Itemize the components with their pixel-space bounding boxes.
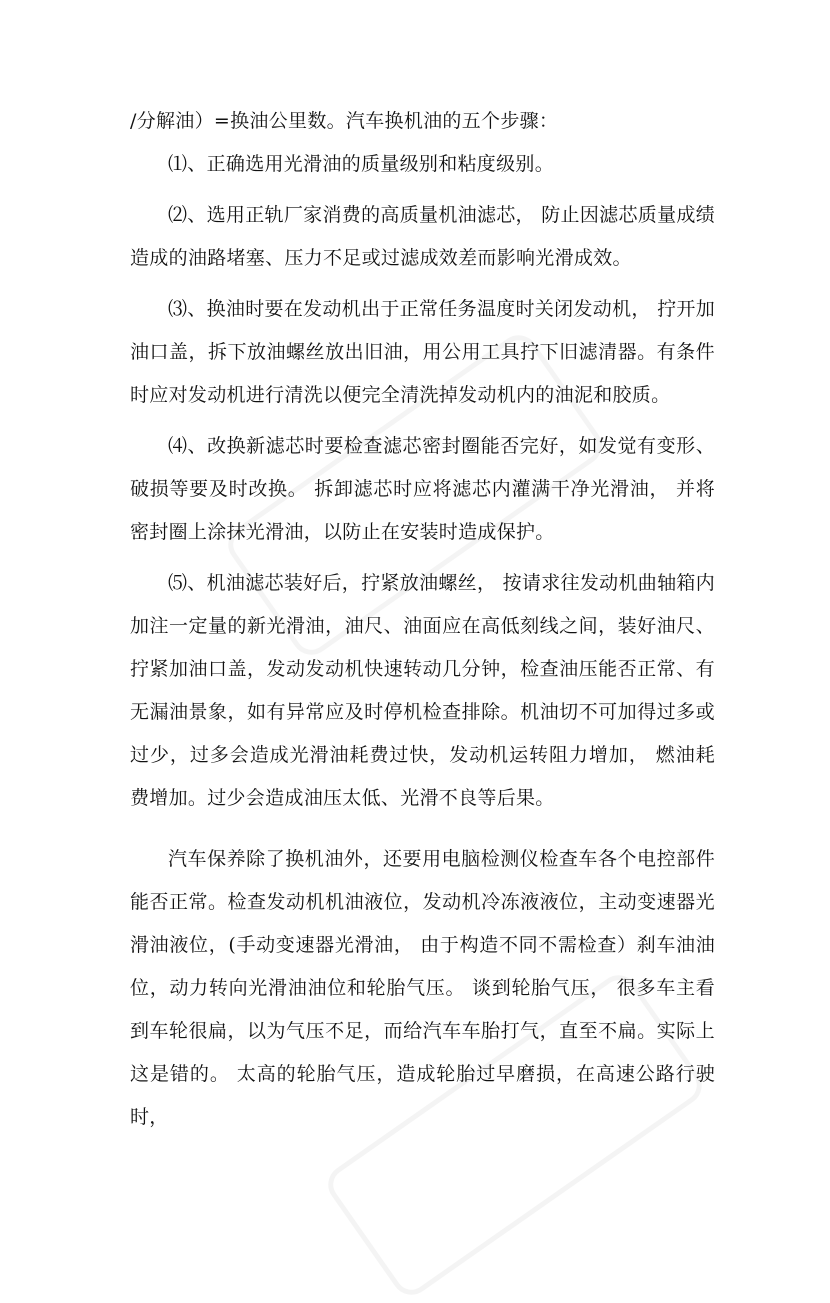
paragraph-step-5: ⑸、机油滤芯装好后，拧紧放油螺丝， 按请求往发动机曲轴箱内加注一定量的新光滑油，油尺、油面应在高低刻线之间，装好油尺、拧紧加油口盖，发动发动机快速转动几分钟，检查油压能否正常、有无漏油景象，如有异常应及时停机检查排除。机油切不可加得过多或过少，过多会造成光滑油耗费过快，发动机运转阻力增加， 燃油耗费增加。过少会造成油压太低、光滑不良等后果。 <box>130 572 715 809</box>
paragraph-step-4: ⑷、改换新滤芯时要检查滤芯密封圈能否完好，如发觉有变形、破损等要及时改换。 拆卸滤芯时应将滤芯内灌满干净光滑油， 并将密封圈上涂抹光滑油，以防止在安装时造成保护。 <box>130 435 715 543</box>
paragraph-step-3: ⑶、换油时要在发动机出于正常任务温度时关闭发动机， 拧开加油口盖，拆下放油螺丝放出旧油，用公用工具拧下旧滤清器。有条件时应对发动机进行清洗以便完全清洗掉发动机内的油泥和胶质。 <box>130 298 715 406</box>
paragraph-intro-continuation: /分解油）=换油公里数。汽车换机油的五个步骤： <box>130 110 559 132</box>
paragraph-step-2: ⑵、选用正轨厂家消费的高质量机油滤芯， 防止因滤芯质量成绩造成的油路堵塞、压力不足或过滤成效差而影响光滑成效。 <box>130 204 715 269</box>
document-body <box>130 100 715 1139</box>
paragraph-maintenance: 汽车保养除了换机油外，还要用电脑检测仪检查车各个电控部件能否正常。检查发动机机油液位，发动机冷冻液液位，主动变速器光滑油液位，(手动变速器光滑油， 由于构造不同不需检查）刹车油油位，动力转向光滑油油位和轮胎气压。 谈到轮胎气压， 很多车主看到车轮很扁，以为气压不足，而给汽车车胎打气，直至不扁。实际上这是错的。 太高的轮胎气压，造成轮胎过早磨损，在高速公路行驶时， <box>130 848 715 1128</box>
paragraph-step-1: ⑴、正确选用光滑油的质量级别和粘度级别。 <box>168 153 555 175</box>
